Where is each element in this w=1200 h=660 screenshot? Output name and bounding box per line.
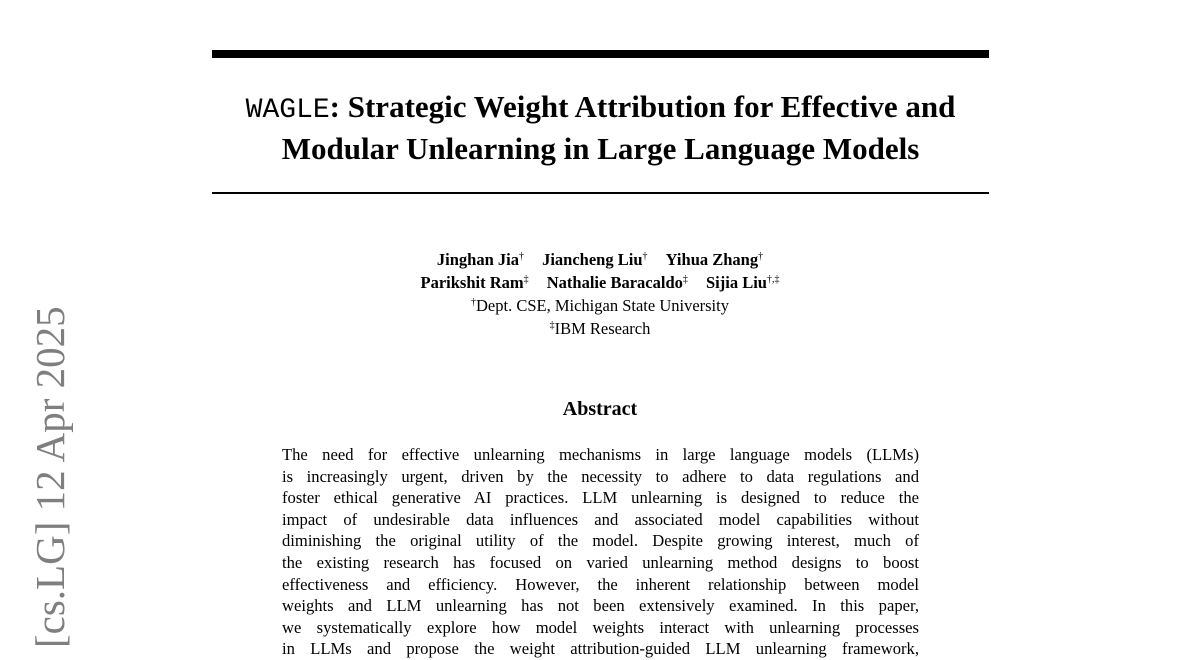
title-line-1 xyxy=(212,88,989,130)
abstract-line: weights and LLM unlearning has not been extensively examined. In this paper, xyxy=(282,596,919,616)
abstract-line: in LLMs and propose the weight attribution-guided LLM unlearning framework, xyxy=(282,639,919,659)
abstract-line: foster ethical generative AI practices. LLM unlearning is designed to reduce the xyxy=(282,488,919,508)
system-name: WAGLE xyxy=(245,95,330,126)
arxiv-side-stamp: [cs.LG] 12 Apr 2025 xyxy=(27,306,73,648)
title-line-2: Modular Unlearning in Large Language Models xyxy=(281,131,920,166)
author-row-2 xyxy=(300,271,900,294)
abstract-line: diminishing the original utility of the model. Despite growing interest, much of xyxy=(282,531,919,551)
affiliation-mark: ‡ xyxy=(549,320,555,331)
author-mark: †,‡ xyxy=(766,274,780,285)
author-name: Jiancheng Liu xyxy=(542,250,643,269)
author-name: Jinghan Jia xyxy=(436,250,519,269)
author-name: Sijia Liu xyxy=(706,273,767,292)
author-name: Parikshit Ram xyxy=(420,273,524,292)
abstract-line: the existing research has focused on varied unlearning method designs to boost xyxy=(282,552,919,572)
author-mark: † xyxy=(642,251,648,262)
author-name: Yihua Zhang xyxy=(665,250,759,269)
author-mark: ‡ xyxy=(682,274,688,285)
affiliation-mark: † xyxy=(471,297,476,308)
abstract-heading: Abstract xyxy=(562,398,638,420)
affiliation-msu xyxy=(300,294,900,317)
author-name: Nathalie Baracaldo xyxy=(546,273,683,292)
affiliation-text: IBM Research xyxy=(554,319,651,338)
title-line-1-rest: : Strategic Weight Attribution for Effective and xyxy=(329,89,956,124)
abstract-line: is increasingly urgent, driven by the necessity to adhere to data regulations and xyxy=(282,466,919,486)
affiliation-text: Dept. CSE, Michigan State University xyxy=(476,296,729,315)
title-bottom-rule xyxy=(212,192,989,194)
abstract-line: The need for effective unlearning mechanisms in large language models (LLMs) xyxy=(282,445,919,464)
author-block xyxy=(300,248,900,340)
affiliation-ibm xyxy=(300,317,900,340)
author-mark: † xyxy=(518,251,524,262)
author-mark: ‡ xyxy=(523,274,529,285)
author-row-1 xyxy=(300,248,900,271)
abstract-body xyxy=(282,444,919,660)
abstract-line: we systematically explore how model weights interact with unlearning processes xyxy=(282,617,919,637)
title-top-rule xyxy=(212,50,989,58)
paper-title xyxy=(212,88,989,168)
author-mark: † xyxy=(758,251,764,262)
abstract-line: effectiveness and efficiency. However, the inherent relationship between model xyxy=(282,574,919,594)
abstract-line: impact of undesirable data influences and associated model capabilities without xyxy=(282,509,919,529)
